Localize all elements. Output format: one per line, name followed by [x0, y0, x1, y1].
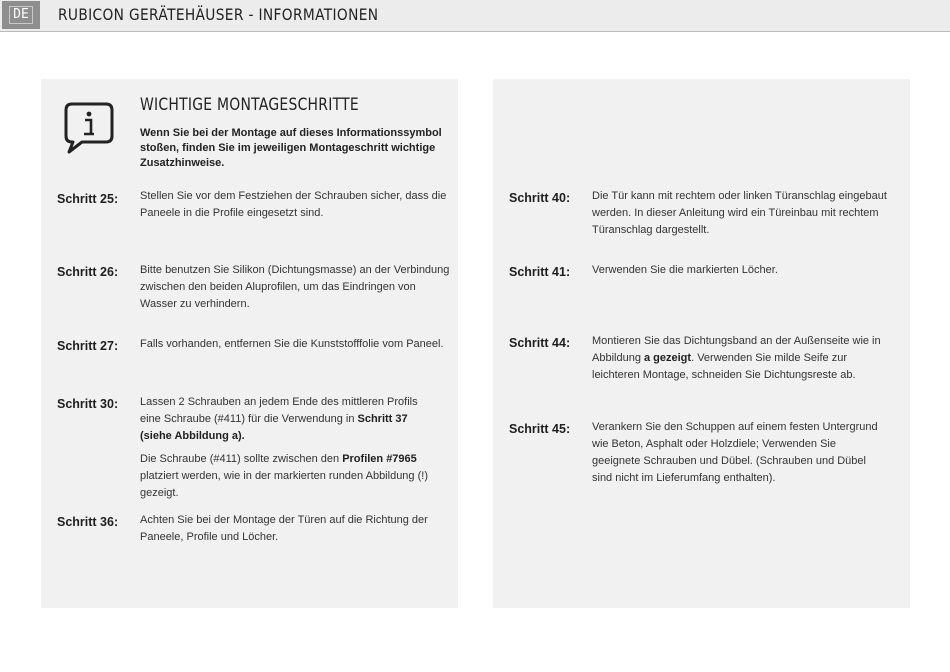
step-label: Schritt 36:	[57, 515, 119, 529]
step-label: Schritt 41:	[509, 265, 571, 279]
info-heading: WICHTIGE MONTAGESCHRITTE	[140, 95, 359, 115]
language-badge[interactable]	[2, 1, 40, 29]
document-title: RUBICON GERÄTEHÄUSER - INFORMATIONEN	[58, 5, 379, 24]
step-text: Falls vorhanden, entfernen Sie die Kunststofffolie vom Paneel.	[140, 338, 444, 350]
step-label: Schritt 44:	[509, 336, 571, 350]
top-bar	[0, 0, 950, 32]
info-text: Wenn Sie bei der Montage auf dieses Informationssymbol stoßen, finden Sie im jeweiligen Montageschritt wichtige Zusatzhinweise.	[140, 127, 442, 169]
step-text: Lassen 2 Schrauben an jedem Ende des mittleren Profils eine Schraube (#411) für die Verwendung in Schritt 37 (siehe Abbildung a). Die Schraube (#411) sollte zwischen den Profilen #7965 platziert werden, wie in der markierten runden Abbildung (!) gezeigt.	[140, 396, 428, 499]
step-text: Montieren Sie das Dichtungsband an der Außenseite wie in Abbildung a gezeigt. Verwenden Sie milde Seife zur leichteren Montage, schneiden Sie Dichtungsreste ab.	[592, 335, 881, 381]
step-text: Achten Sie bei der Montage der Türen auf die Richtung der Paneele, Profile und Löcher.	[140, 514, 428, 543]
info-speech-bubble-icon	[63, 101, 115, 155]
step-label: Schritt 45:	[509, 422, 571, 436]
step-text: Verankern Sie den Schuppen auf einem festen Untergrund wie Beton, Asphalt oder Holzdiele; Verwenden Sie geeignete Schrauben und Dübel. (Schrauben und Dübel sind nicht im Lieferumfang enthalten).	[592, 421, 878, 484]
step-text: Stellen Sie vor dem Festziehen der Schrauben sicher, dass die Paneele in die Profile eingesetzt sind.	[140, 190, 447, 219]
step-label: Schritt 25:	[57, 192, 119, 206]
step-label: Schritt 40:	[509, 191, 571, 205]
step-text: Bitte benutzen Sie Silikon (Dichtungsmasse) an der Verbindung zwischen den beiden Aluprofilen, um das Eindringen von Wasser zu verhindern.	[140, 264, 450, 310]
step-label: Schritt 30:	[57, 397, 119, 411]
language-code: DE	[9, 6, 33, 24]
step-label: Schritt 27:	[57, 339, 119, 353]
step-text: Die Tür kann mit rechtem oder linken Türanschlag eingebaut werden. In dieser Anleitung wird ein Türeinbau mit rechtem Türanschlag dargestellt.	[592, 190, 887, 236]
step-text: Verwenden Sie die markierten Löcher.	[592, 264, 778, 276]
step-label: Schritt 26:	[57, 265, 119, 279]
